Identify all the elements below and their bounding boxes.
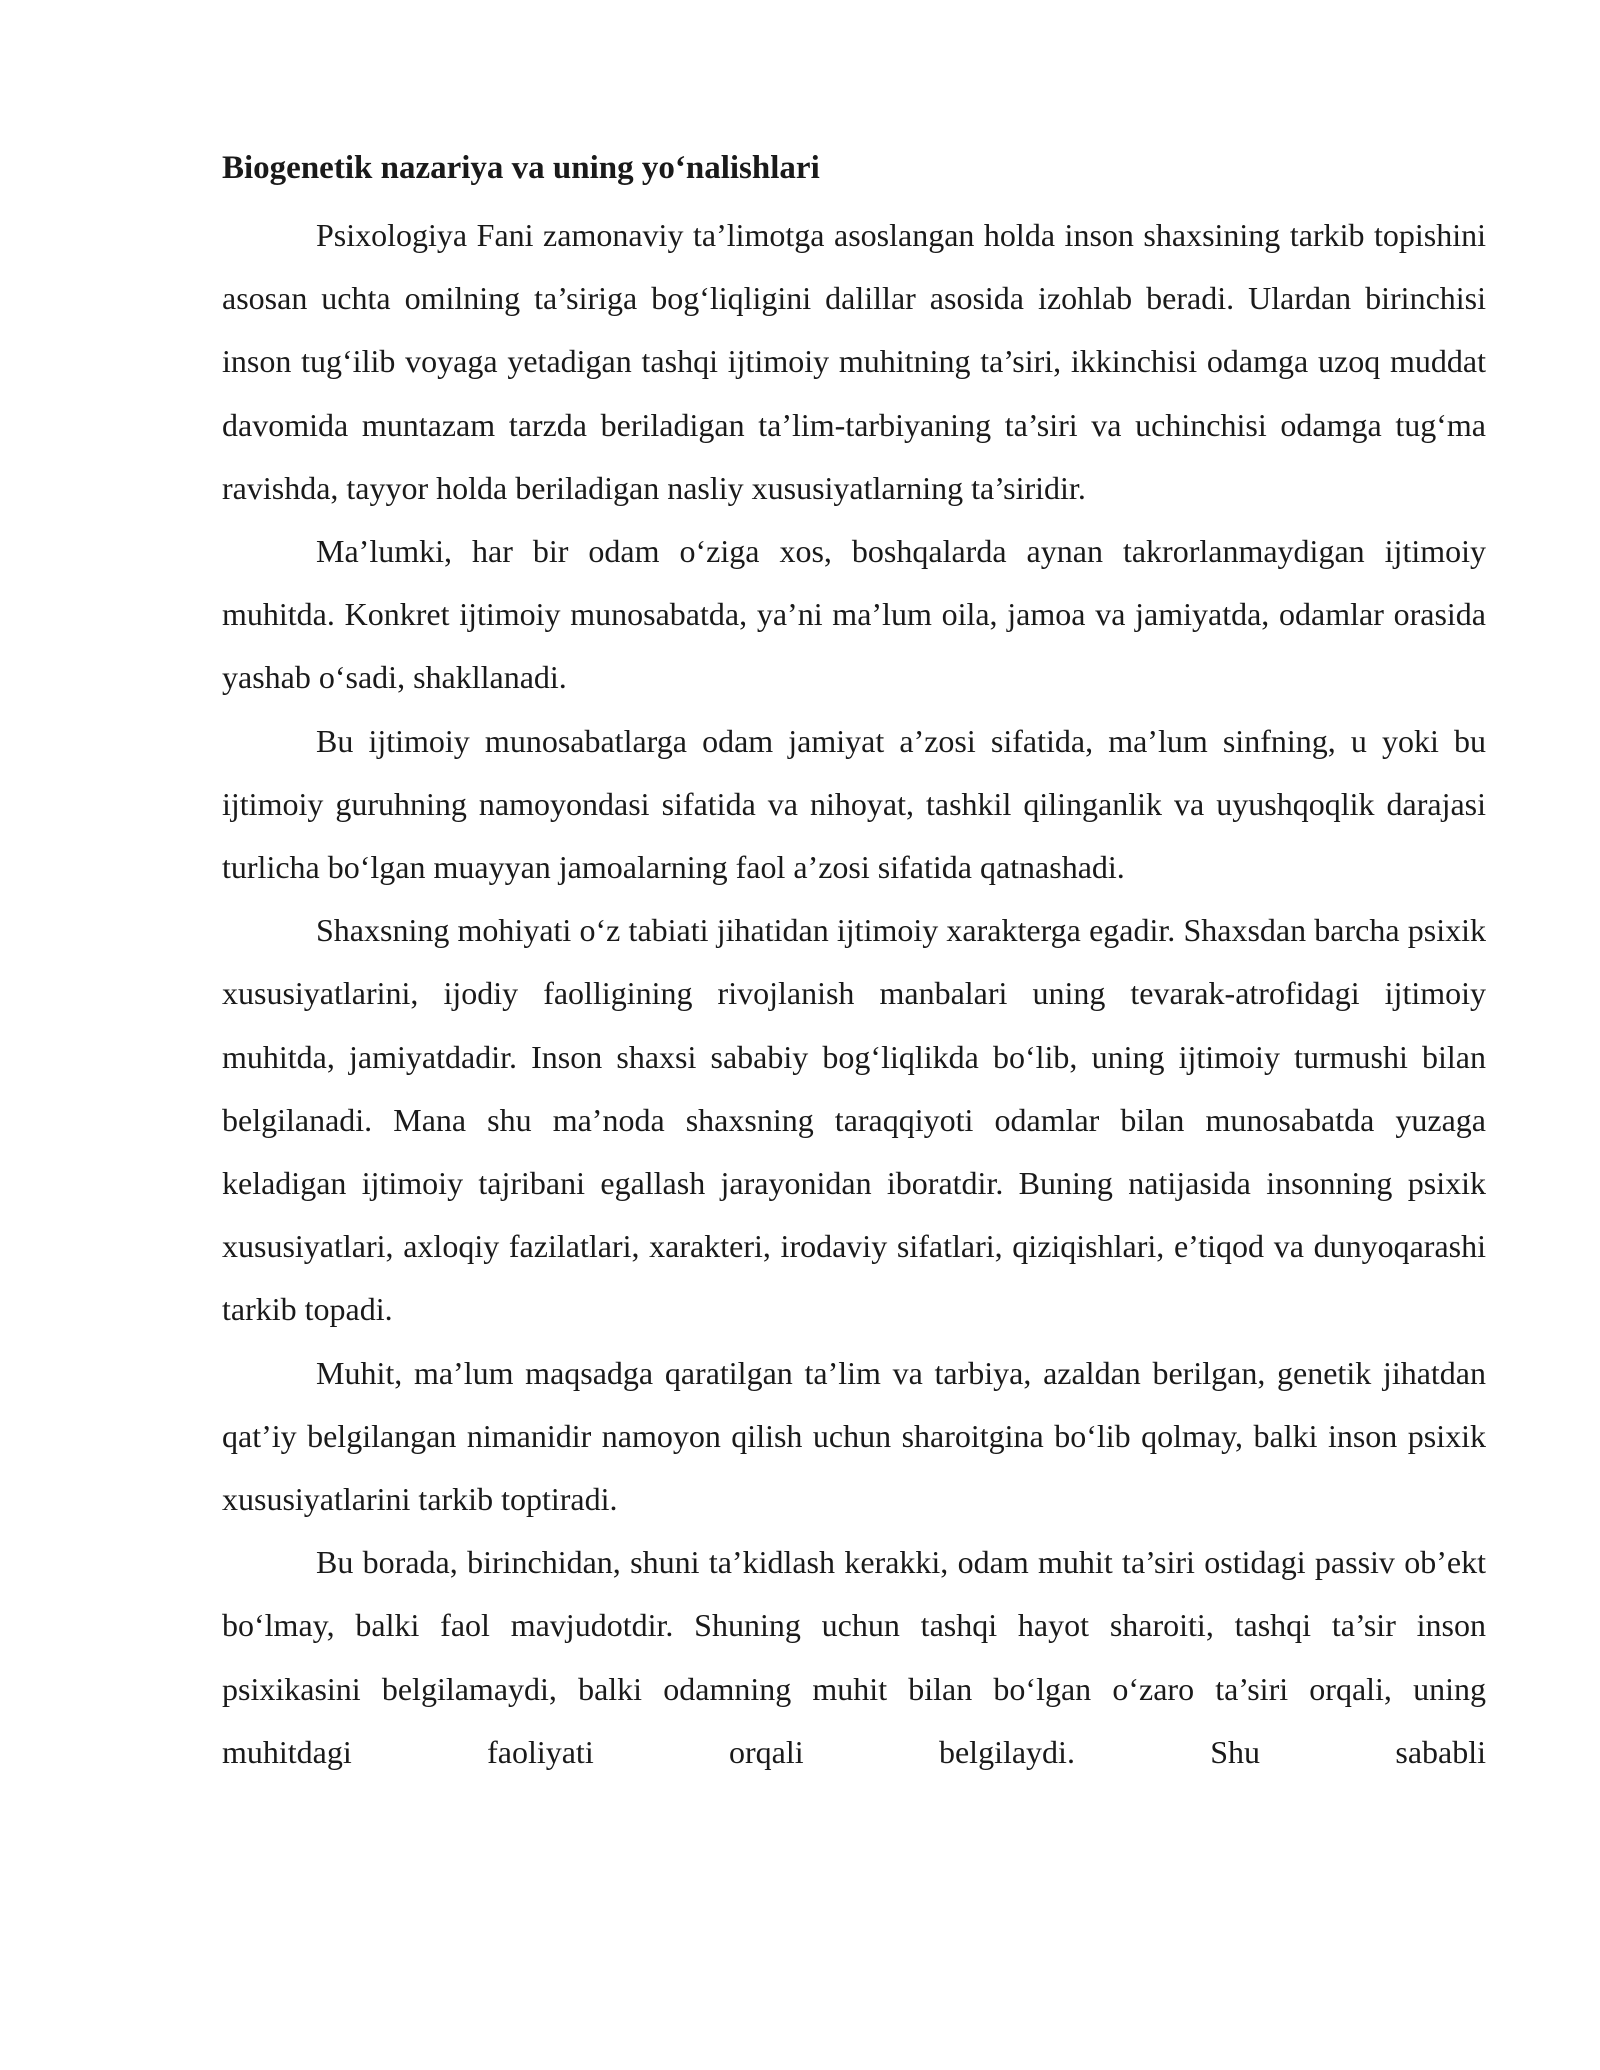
paragraph-4: Shaxsning mohiyati o‘z tabiati jihatidan ijtimoiy xarakterga egadir. Shaxsdan barcha psixik xususiyatlarini, ijodiy faolligining rivojlanish manbalari uning tevarak-atrofidagi ijtimoiy muhitda, jamiyatdadir. Inson shaxsi sababiy bog‘liqlikda bo‘lib, uning ijtimoiy turmushi bilan belgilanadi. Mana shu ma’noda shaxsning taraqqiyoti odamlar bilan munosabatda yuzaga keladigan ijtimoiy tajribani egallash jarayonidan iboratdir. Buning natijasida insonning psixik xususiyatlari, axloqiy fazilatlari, xarakteri, irodaviy sifatlari, qiziqishlari, e’tiqod va dunyoqarashi tarkib topadi. — [222, 912, 1486, 1328]
paragraph-5: Muhit, ma’lum maqsadga qaratilgan ta’lim va tarbiya, azaldan berilgan, genetik jihatdan qat’iy belgilangan nimanidir namoyon qilish uchun sharoitgina bo‘lib qolmay, balki inson psixik xususiyatlarini tarkib toptiradi. — [222, 1354, 1486, 1518]
paragraph-6: Bu borada, birinchidan, shuni ta’kidlash kerakki, odam muhit ta’siri ostidagi passiv ob’ekt bo‘lmay, balki faol mavjudotdir. Shuning uchun tashqi hayot sharoiti, tashqi ta’sir inson psixikasini belgilamaydi, balki odamning muhit bilan bo‘lgan o‘zaro ta’siri orqali, uning muhitdagi faoliyati orqali belgilaydi. Shu sababli — [222, 1544, 1486, 1770]
document-title: Biogenetik nazariya va uning yo‘nalishlari — [222, 150, 820, 186]
paragraph-2: Ma’lumki, har bir odam o‘ziga xos, boshqalarda aynan takrorlanmaydigan ijtimoiy muhitda. Konkret ijtimoiy munosabatda, ya’ni ma’lum oila, jamoa va jamiyatda, odamlar orasida yashab o‘sadi, shakllanadi. — [222, 533, 1486, 696]
paragraph-3: Bu ijtimoiy munosabatlarga odam jamiyat a’zosi sifatida, ma’lum sinfning, u yoki bu ijtimoiy guruhning namoyondasi sifatida va nihoyat, tashkil qilinganlik va uyushqoqlik darajasi turlicha bo‘lgan muayyan jamoalarning faol a’zosi sifatida qatnashadi. — [222, 722, 1486, 886]
paragraph-1: Psixologiya Fani zamonaviy ta’limotga asoslangan holda inson shaxsining tarkib topishini asosan uchta omilning ta’siriga bog‘liqligini dalillar asosida izohlab beradi. Ulardan birinchisi inson tug‘ilib voyaga yetadigan tashqi ijtimoiy muhitning ta’siri, ikkinchisi odamga uzoq muddat davomida muntazam tarzda beriladigan ta’lim-tarbiyaning ta’siri va uchinchisi odamga tug‘ma ravishda, tayyor holda beriladigan nasliy xususiyatlarning ta’siridir. — [222, 217, 1486, 506]
document-body — [222, 146, 1486, 1784]
